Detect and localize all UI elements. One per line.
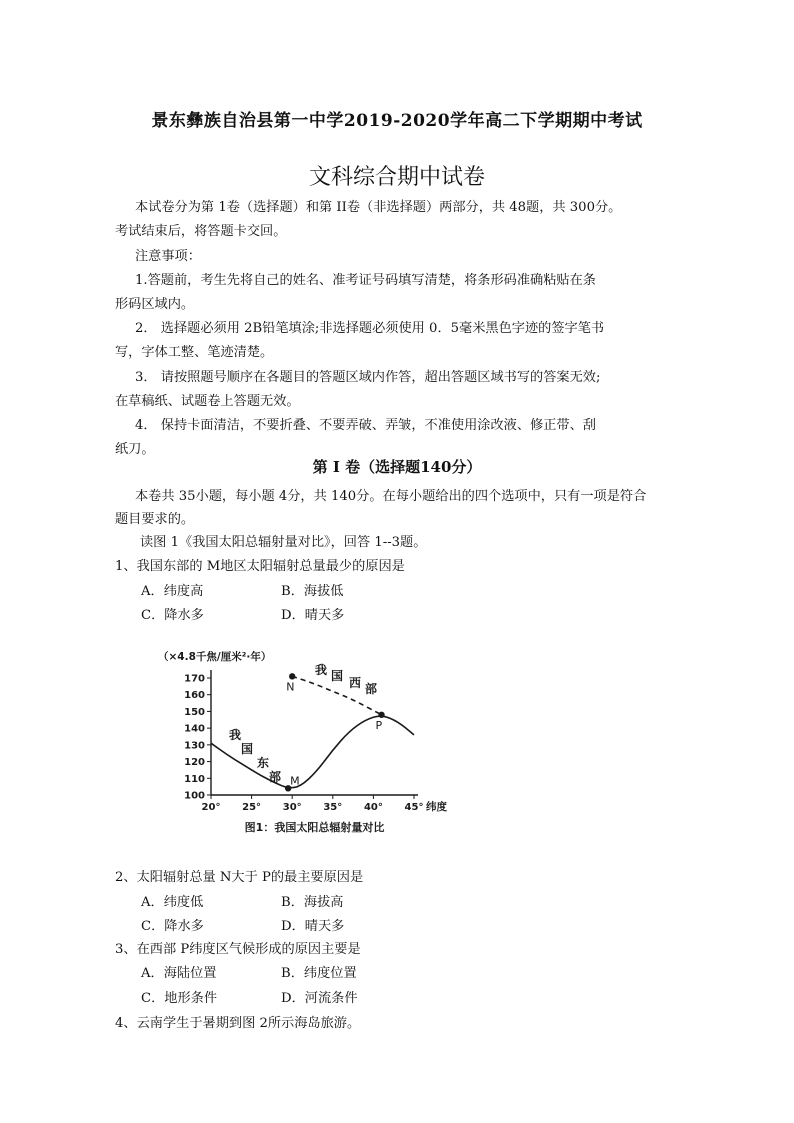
intro-line-1: 本试卷分为第 1卷（选择题）和第 II卷（非选择题）两部分，共 48题，共 300分。 (135, 200, 622, 215)
notice-item-1a: 1.答题前，考生先将自己的姓名、准考证号码填写清楚，将条形码准确粘贴在条 (135, 273, 596, 288)
notice-item-1b: 形码区域内。 (115, 297, 195, 312)
x-tick-label: 20° (201, 802, 221, 813)
section-desc-a: 本卷共 35小题，每小题 4分，共 140分。在每小题给出的四个选项中，只有一项是符合 (135, 489, 647, 504)
question-2-option-a: A．纬度低 (141, 895, 204, 910)
question-2-option-b: B．海拔高 (281, 895, 344, 910)
question-3-stem: 3、在西部 P纬度区气候形成的原因主要是 (115, 942, 361, 957)
y-tick-label: 140 (184, 723, 205, 735)
point-p-label: P (375, 718, 383, 732)
exam-paper-title: 文科综合期中试卷 (308, 165, 485, 190)
point-n-marker (289, 673, 295, 679)
question-1-option-c: C．降水多 (141, 608, 204, 623)
question-1-option-d: D．晴天多 (281, 608, 345, 623)
east-series-label-char: 东 (257, 756, 270, 770)
question-1-option-a: A．纬度高 (141, 584, 204, 599)
question-2-option-c: C．降水多 (141, 919, 204, 934)
y-tick-label: 120 (184, 757, 205, 769)
intro-line-2: 考试结束后，将答题卡交回。 (115, 224, 287, 239)
x-axis-label: 纬度 (426, 801, 447, 813)
question-3-option-b: B．纬度位置 (281, 966, 357, 981)
exam-school-title: 景东彝族自治县第一中学2019-2020学年高二下学期期中考试 (151, 111, 643, 131)
question-3-option-c: C．地形条件 (141, 991, 218, 1006)
y-tick-label: 100 (184, 790, 205, 802)
west-series-label-char: 国 (331, 669, 344, 683)
question-4-stem: 4、云南学生于暑期到图 2所示海岛旅游。 (115, 1016, 361, 1031)
point-m-label: M (290, 774, 300, 788)
y-tick-label: 130 (184, 740, 205, 752)
question-2-stem: 2、太阳辐射总量 N大于 P的最主要原因是 (115, 870, 364, 885)
question-3-option-a: A．海陆位置 (141, 966, 217, 981)
east-series-label-char: 部 (269, 770, 282, 784)
question-1-option-b: B．海拔低 (281, 584, 344, 599)
radiation-chart (140, 636, 460, 842)
y-tick-label: 150 (184, 706, 205, 718)
y-tick-label: 160 (184, 690, 205, 702)
x-tick-label: 35° (323, 802, 343, 813)
point-p-marker (378, 712, 384, 718)
y-tick-label: 170 (184, 673, 205, 685)
chart-title: 图1：我国太阳总辐射量对比 (244, 821, 385, 834)
notice-heading: 注意事项： (135, 249, 201, 264)
east-series-label-char: 我 (229, 728, 242, 742)
question-3-option-d: D．河流条件 (281, 991, 358, 1006)
west-series-label-char: 部 (365, 682, 378, 696)
notice-item-4b: 纸刀。 (115, 442, 155, 457)
west-series-label-char: 我 (315, 663, 328, 677)
east-series-label-char: 国 (241, 742, 254, 756)
notice-item-3b: 在草稿纸、试题卷上答题无效。 (115, 394, 300, 409)
x-tick-label: 45° (404, 802, 424, 813)
question-2-option-d: D．晴天多 (281, 919, 345, 934)
notice-item-2a: 2． 选择题必须用 2B铅笔填涂;非选择题必须使用 0．5毫米黑色字迹的签字笔书 (135, 321, 605, 336)
question-1-stem: 1、我国东部的 M地区太阳辐射总量最少的原因是 (115, 559, 405, 574)
x-tick-label: 30° (282, 802, 302, 813)
notice-item-3a: 3． 请按照题号顺序在各题目的答题区域内作答，超出答题区域书写的答案无效; (135, 370, 601, 385)
notice-item-2b: 写，字体工整、笔迹清楚。 (115, 345, 274, 360)
section-desc-b: 题目要求的。 (115, 512, 195, 527)
x-tick-label: 40° (363, 802, 383, 813)
y-tick-label: 110 (184, 773, 205, 785)
x-tick-label: 25° (242, 802, 262, 813)
west-series-label-char: 西 (349, 676, 362, 690)
section-heading: 第 I 卷（选择题140分） (312, 458, 482, 476)
read-instruction: 读图 1《我国太阳总辐射量对比》，回答 1--3题。 (140, 535, 427, 550)
point-n-label: N (286, 680, 295, 694)
notice-item-4a: 4． 保持卡面清洁，不要折叠、不要弄破、弄皱，不准使用涂改液、修正带、刮 (135, 418, 596, 433)
y-axis-unit-label: （×4.8千焦/厘米²·年） (158, 651, 272, 663)
